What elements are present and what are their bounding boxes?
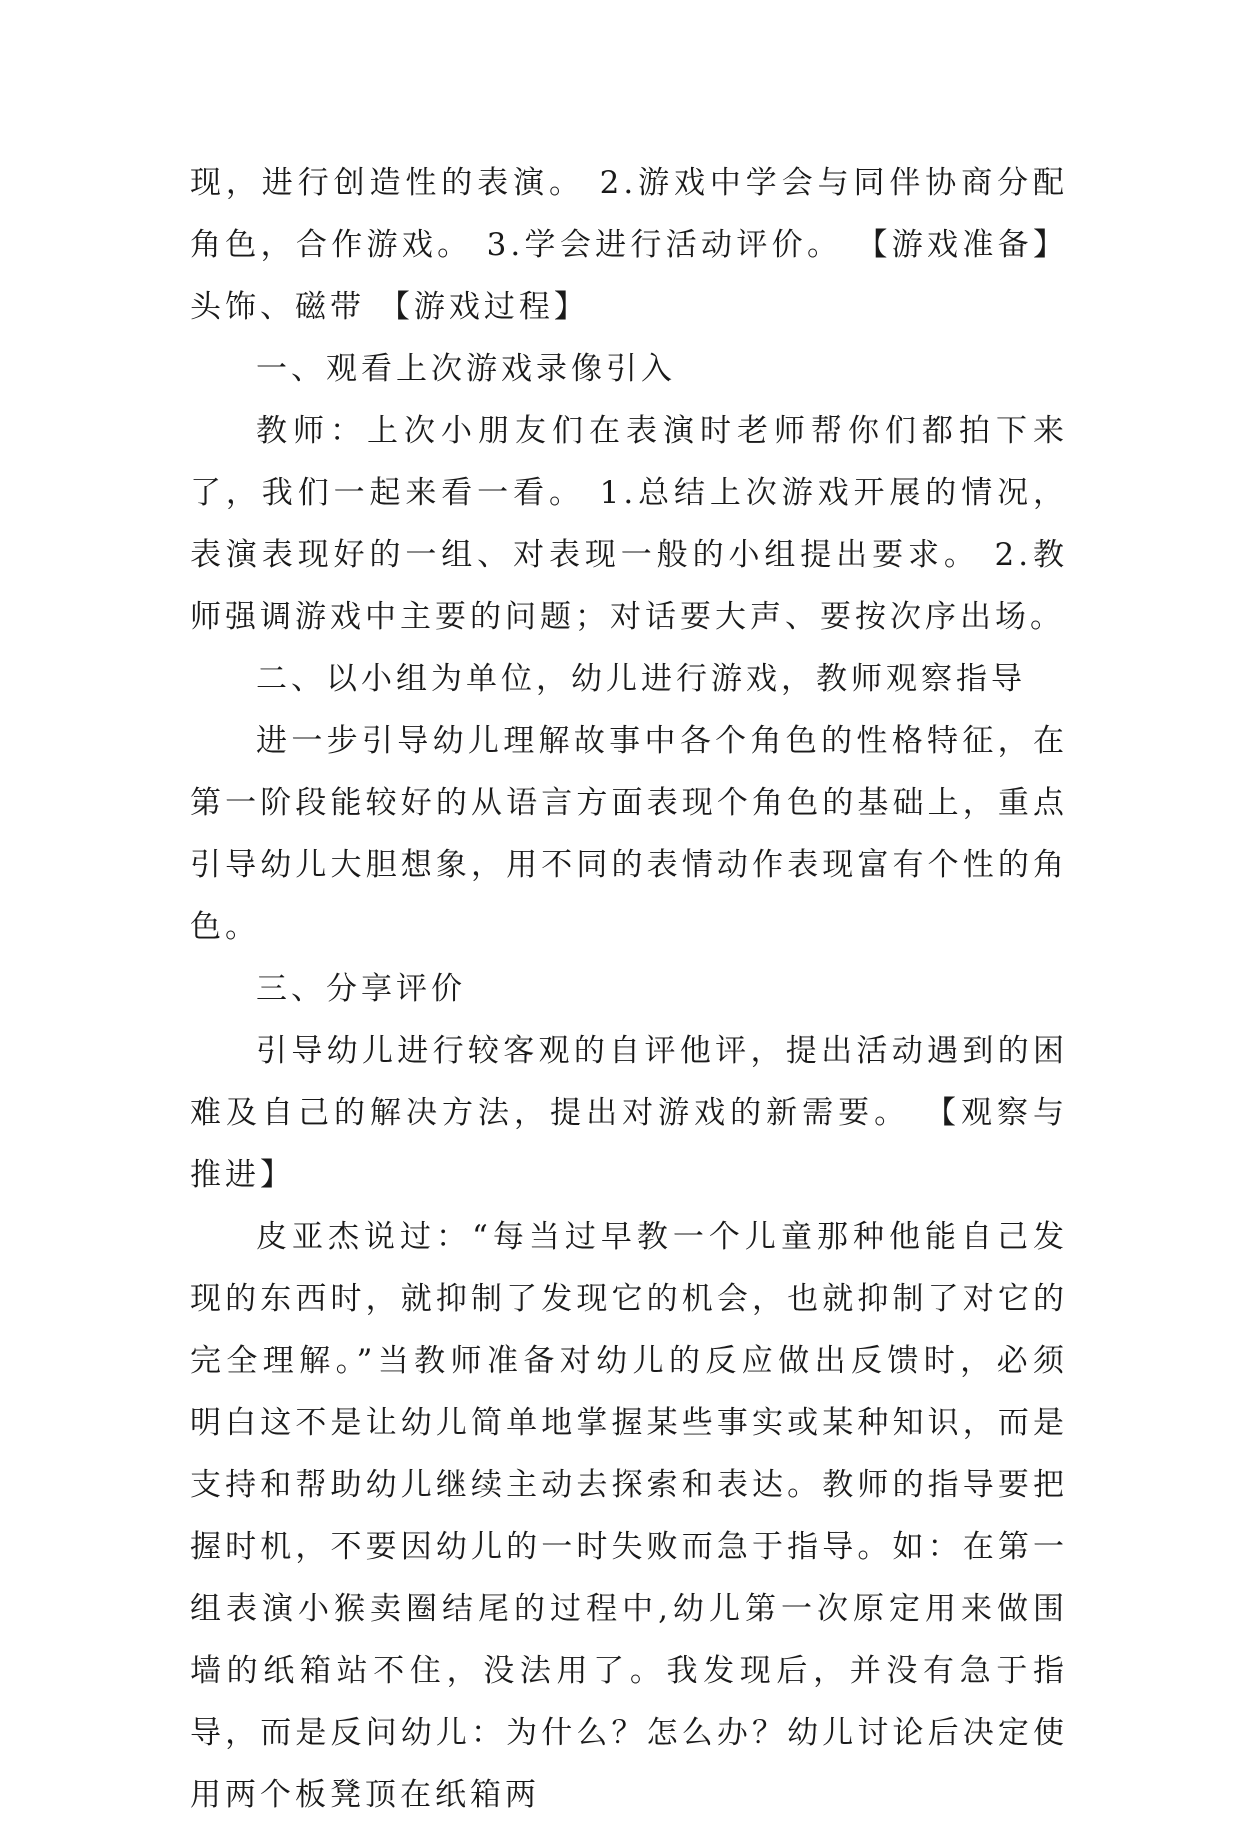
paragraph-5: 皮亚杰说过：“每当过早教一个儿童那种他能自己发现的东西时，就抑制了发现它的机会，也就抑制了对它的完全理解。”当教师准备对幼儿的反应做出反馈时，必须明白这不是让幼儿简单地掌握某些事实或某种知识，而是支持和帮助幼儿继续主动去探索和表达。教师的指导要把握时机，不要因幼儿的一时失败而急于指导。如：在第一组表演小猴卖圈结尾的过程中,幼儿第一次原定用来做围墙的纸箱站不住，没法用了。我发现后，并没有急于指导，而是反问幼儿：为什么？怎么办？幼儿讨论后决定使用两个板凳顶在纸箱两 — [190, 1219, 1068, 1813]
section-heading-2: 二、以小组为单位，幼儿进行游戏，教师观察指导 — [256, 661, 1026, 697]
paragraph-2: 教师：上次小朋友们在表演时老师帮你们都拍下来了，我们一起来看一看。 1.总结上次游戏开展的情况，表演表现好的一组、对表现一般的小组提出要求。 2.教师强调游戏中主要的问题；对话要大声、要按次序出场。 — [190, 413, 1068, 635]
section-heading-3: 三、分享评价 — [256, 971, 466, 1007]
paragraph-3: 进一步引导幼儿理解故事中各个角色的性格特征，在第一阶段能较好的从语言方面表现个角色的基础上，重点引导幼儿大胆想象，用不同的表情动作表现富有个性的角色。 — [190, 723, 1068, 945]
document-body — [190, 152, 1068, 1826]
paragraph-1: 现，进行创造性的表演。 2.游戏中学会与同伴协商分配角色，合作游戏。 3.学会进行活动评价。 【游戏准备】头饰、磁带 【游戏过程】 — [190, 165, 1068, 325]
section-heading-1: 一、观看上次游戏录像引入 — [256, 351, 676, 387]
paragraph-4: 引导幼儿进行较客观的自评他评，提出活动遇到的困难及自己的解决方法，提出对游戏的新需要。 【观察与推进】 — [190, 1033, 1068, 1193]
